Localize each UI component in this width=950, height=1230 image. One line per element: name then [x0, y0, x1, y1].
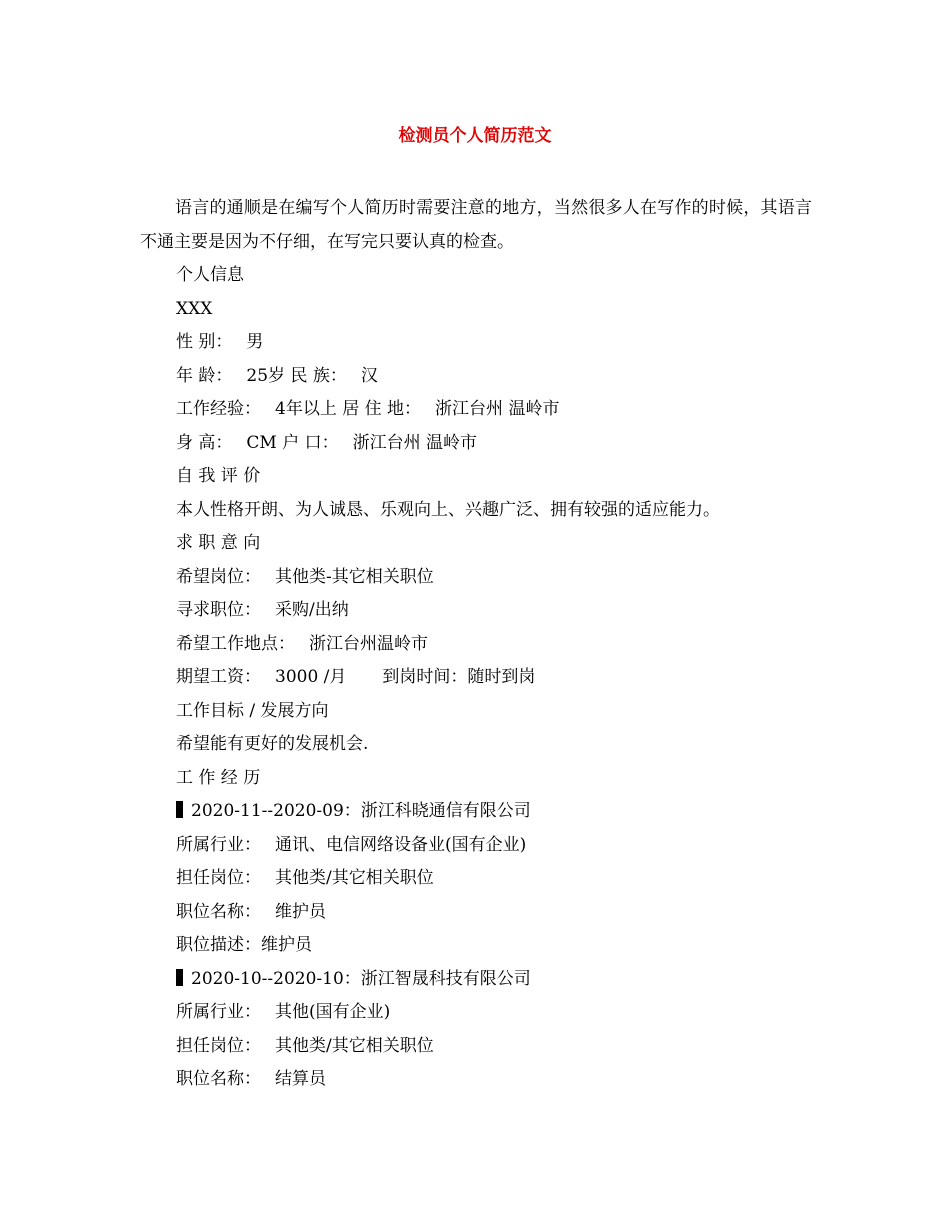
desired-post-label: 希望岗位： — [176, 566, 261, 587]
age-value: 25岁 — [246, 365, 286, 386]
job-1-industry-label: 所属行业： — [176, 834, 261, 855]
job-2-post-label: 担任岗位： — [176, 1035, 261, 1056]
seeking-label: 寻求职位： — [176, 600, 261, 620]
job-2-header — [176, 963, 816, 997]
intent-heading: 求 职 意 向 — [176, 533, 261, 553]
job-2-title-label: 职位名称： — [176, 1069, 261, 1089]
bullet-bar-icon — [176, 969, 183, 986]
self-eval-heading: 自 我 评 价 — [176, 466, 261, 486]
job-1-post-value: 其他类/其它相关职位 — [275, 868, 434, 888]
job-2-industry — [176, 996, 816, 1030]
gender-line — [176, 326, 816, 360]
salary-value: 3000 /月 — [275, 667, 347, 687]
height-value: CM — [246, 432, 277, 453]
hukou-value: 浙江台州 温岭市 — [352, 432, 478, 453]
job-2-industry-label: 所属行业： — [176, 1002, 261, 1022]
goal-heading: 工作目标 / 发展方向 — [176, 700, 329, 721]
location-line — [176, 628, 816, 662]
seeking-value: 采购/出纳 — [275, 600, 349, 620]
experience-line — [176, 393, 816, 427]
resume-body — [176, 259, 816, 1097]
residence-label: 居 住 地： — [342, 399, 422, 419]
height-line — [176, 427, 816, 461]
job-1-desc — [176, 929, 816, 963]
ethnicity-value: 汉 — [360, 365, 378, 386]
gender-label: 性 别： — [176, 332, 233, 352]
job-1-title-label: 职位名称： — [176, 901, 261, 922]
job-2-title-value: 结算员 — [275, 1069, 326, 1089]
job-1-industry — [176, 829, 816, 863]
residence-value: 浙江台州 温岭市 — [435, 399, 560, 419]
intro-paragraph: 语言的通顺是在编写个人简历时需要注意的地方，当然很多人在写作的时候，其语言不通主要是因为不仔细，在写完只要认真的检查。 — [140, 198, 812, 252]
work-heading: 工 作 经 历 — [176, 767, 261, 788]
goal-text: 希望能有更好的发展机会. — [176, 734, 369, 754]
age-label: 年 龄： — [176, 365, 233, 386]
job-1-period-company: 2020-11--2020-09：浙江科晓通信有限公司 — [191, 801, 531, 821]
seeking-line — [176, 594, 816, 628]
salary-line — [176, 661, 816, 695]
age-line — [176, 360, 816, 394]
hukou-label: 户 口： — [282, 432, 339, 453]
job-2-period-company: 2020-10--2020-10：浙江智晟科技有限公司 — [191, 968, 531, 989]
arrival-value: 随时到岗 — [467, 667, 536, 687]
job-2-industry-value: 其他(国有企业) — [275, 1002, 391, 1022]
job-1-desc-value: 维护员 — [261, 935, 312, 955]
document-title: 检测员个人简历范文 — [398, 126, 552, 146]
salary-label: 期望工资： — [176, 667, 261, 687]
location-label: 希望工作地点： — [176, 633, 295, 654]
job-2-post — [176, 1030, 816, 1064]
job-1-title-value: 维护员 — [275, 901, 326, 922]
job-2-title — [176, 1063, 816, 1097]
job-1-post — [176, 862, 816, 896]
gender-value: 男 — [246, 332, 264, 352]
self-eval-text: 本人性格开朗、为人诚恳、乐观向上、兴趣广泛、拥有较强的适应能力。 — [176, 499, 720, 520]
desired-post-value: 其他类-其它相关职位 — [275, 566, 434, 587]
location-value: 浙江台州温岭市 — [309, 633, 428, 654]
experience-value: 4年以上 — [275, 399, 337, 419]
ethnicity-label: 民 族： — [290, 365, 347, 386]
desired-post-line — [176, 561, 816, 595]
name-line: XXX — [176, 298, 213, 319]
personal-info-heading: 个人信息 — [176, 265, 244, 285]
job-1-industry-value: 通讯、电信网络设备业(国有企业) — [275, 834, 527, 855]
job-2-post-value: 其他类/其它相关职位 — [275, 1035, 434, 1056]
height-label: 身 高： — [176, 432, 233, 453]
experience-label: 工作经验： — [176, 399, 261, 419]
job-1-post-label: 担任岗位： — [176, 868, 261, 888]
job-1-title — [176, 896, 816, 930]
job-1-header — [176, 795, 816, 829]
bullet-bar-icon — [176, 801, 183, 818]
job-1-desc-label: 职位描述： — [176, 935, 261, 955]
arrival-label: 到岗时间： — [382, 667, 468, 687]
